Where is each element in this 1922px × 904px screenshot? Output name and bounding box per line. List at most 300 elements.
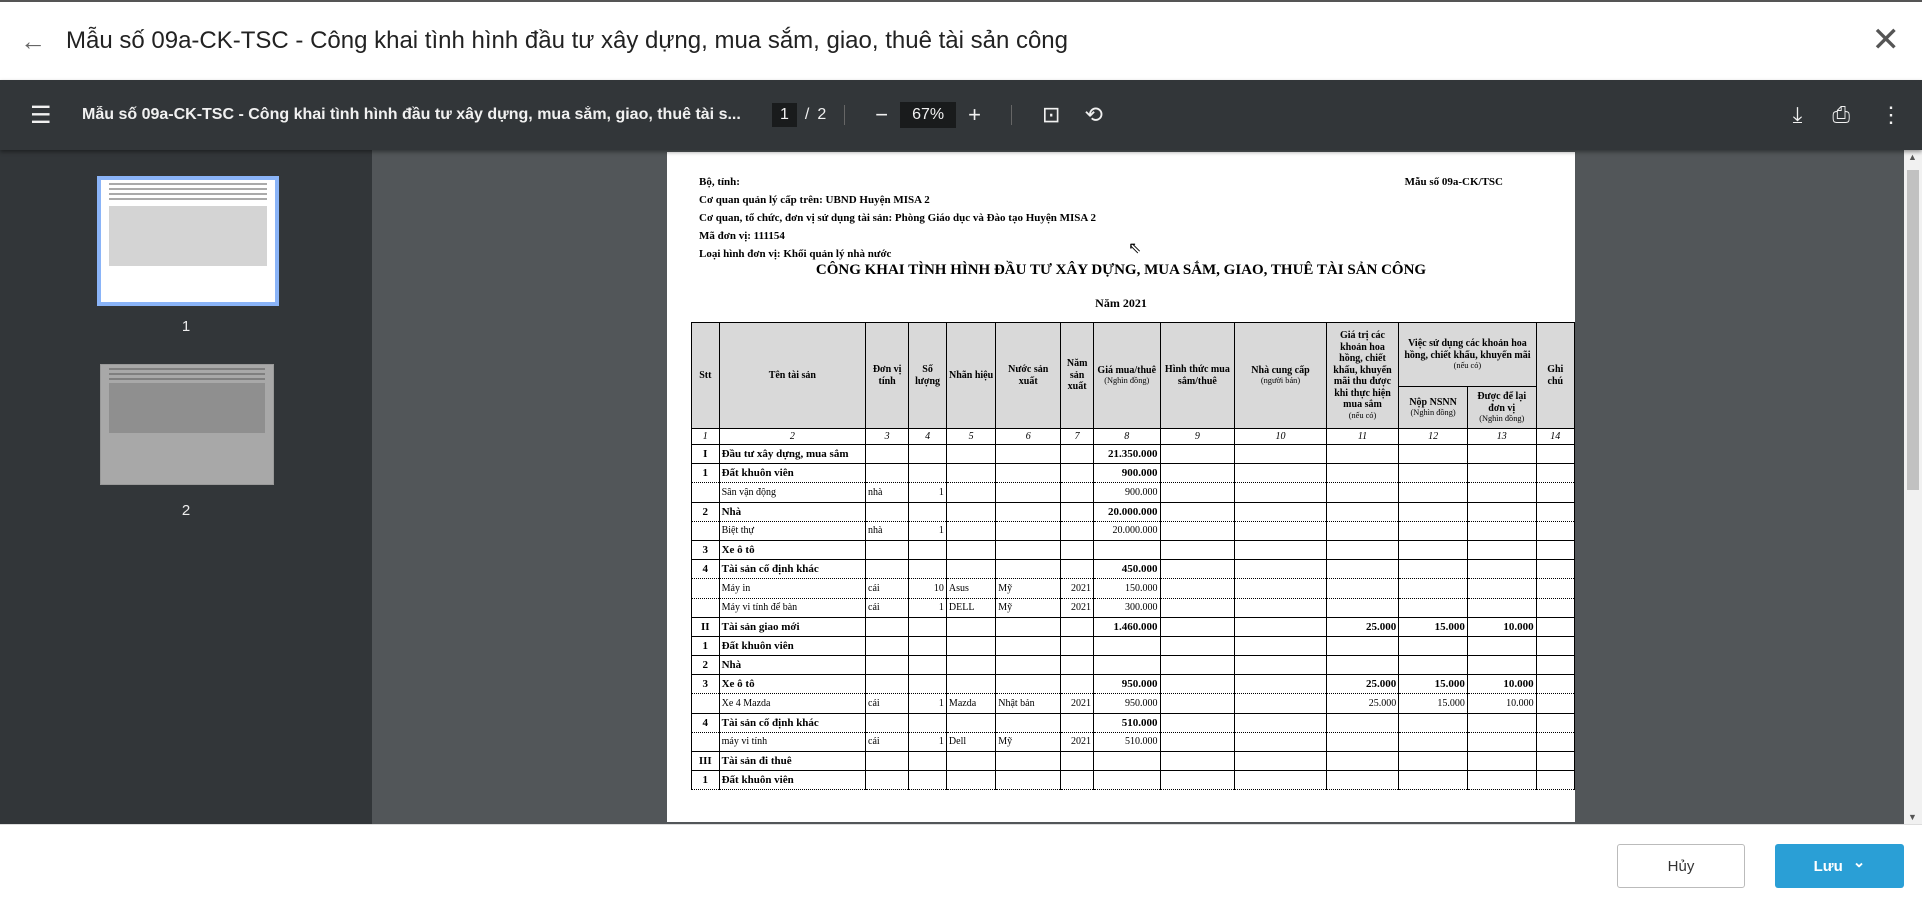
table-cell (1235, 617, 1326, 636)
divider (844, 105, 845, 125)
table-cell: 1 (692, 636, 720, 655)
table-cell: 900.000 (1093, 464, 1160, 483)
table-cell (1399, 579, 1468, 598)
table-cell: máy vi tính (719, 732, 865, 751)
page-separator: / (804, 106, 810, 123)
hamburger-menu-icon[interactable]: ☰ (30, 101, 52, 129)
table-cell (1399, 445, 1468, 464)
table-cell (1467, 464, 1536, 483)
table-cell (1536, 521, 1574, 540)
table-cell (996, 656, 1061, 675)
table-cell: Nhật bản (996, 694, 1061, 713)
column-number: 4 (909, 429, 947, 445)
table-cell: 15.000 (1399, 694, 1468, 713)
col-nsnn-label: Nộp NSNN (1409, 396, 1457, 408)
table-cell: 950.000 (1093, 675, 1160, 694)
table-cell (1061, 464, 1094, 483)
table-cell: 25.000 (1326, 617, 1399, 636)
table-cell: 10.000 (1467, 617, 1536, 636)
column-number: 1 (692, 429, 720, 445)
table-cell (1326, 540, 1399, 559)
table-cell (1467, 713, 1536, 732)
table-cell: cái (866, 694, 909, 713)
col-kept-label: Được để lại đơn vị (1477, 391, 1527, 414)
table-cell: 3 (692, 675, 720, 694)
table-cell: Dell (946, 732, 995, 751)
table-cell (1235, 483, 1326, 502)
table-cell: Đầu tư xây dựng, mua sắm (719, 445, 865, 464)
zoom-out-button[interactable]: − (875, 102, 889, 127)
dialog-title: Mẫu số 09a-CK-TSC - Công khai tình hình đầu tư xây dựng, mua sắm, giao, thuê tài sản công (66, 27, 1068, 54)
table-cell (1399, 732, 1468, 751)
table-cell (1399, 464, 1468, 483)
divider (1011, 105, 1012, 125)
table-cell: Đất khuôn viên (719, 771, 865, 790)
table-cell (946, 560, 995, 579)
table-cell (996, 464, 1061, 483)
table-cell: Nhà (719, 656, 865, 675)
col-nsnn-sub: (Nghìn đồng) (1410, 408, 1456, 418)
pdf-toolbar (0, 80, 1922, 150)
more-options-icon[interactable]: ⋮ (1880, 102, 1902, 127)
table-cell (996, 713, 1061, 732)
table-cell: 1 (909, 598, 947, 617)
table-cell (909, 675, 947, 694)
table-cell: III (692, 752, 720, 771)
meta-unit-code: Mã đơn vị: 111154 (699, 230, 785, 242)
column-number: 14 (1536, 429, 1574, 445)
table-cell (1467, 483, 1536, 502)
table-cell: 1.460.000 (1093, 617, 1160, 636)
col-kept (1467, 387, 1536, 429)
table-cell: 450.000 (1093, 560, 1160, 579)
table-cell (866, 675, 909, 694)
table-cell: 21.350.000 (1093, 445, 1160, 464)
col-usage-label: Việc sử dụng các khoản hoa hồng, chiết khấu, khuyến mãi (1404, 338, 1531, 361)
page-thumbnail-1[interactable] (97, 176, 279, 306)
table-cell: Đất khuôn viên (719, 636, 865, 655)
table-cell (692, 694, 720, 713)
table-cell (1160, 694, 1235, 713)
table-cell (1235, 656, 1326, 675)
meta-ministry: Bộ, tỉnh: (699, 176, 740, 188)
table-cell: I (692, 445, 720, 464)
table-cell (1326, 445, 1399, 464)
table-cell (1160, 598, 1235, 617)
table-row (692, 598, 1575, 617)
table-cell (1326, 771, 1399, 790)
table-cell: cái (866, 598, 909, 617)
col-form: Hình thức mua sắm/thuê (1160, 323, 1235, 429)
rotate-icon[interactable]: ⟲ (1084, 102, 1103, 127)
table-cell: Xe 4 Mazda (719, 694, 865, 713)
table-cell (1061, 675, 1094, 694)
table-cell (946, 617, 995, 636)
table-cell (1326, 464, 1399, 483)
table-cell (1160, 713, 1235, 732)
zoom-level-input[interactable]: 67% (900, 102, 956, 128)
table-cell (1467, 656, 1536, 675)
pdf-document-title: Mẫu số 09a-CK-TSC - Công khai tình hình đầu tư xây dựng, mua sắm, giao, thuê tài s... (82, 106, 741, 123)
col-stt: Stt (692, 323, 720, 429)
table-cell: 1 (909, 694, 947, 713)
table-row (692, 771, 1575, 790)
table-cell (1467, 732, 1536, 751)
col-usage-sub: (nếu có) (1453, 361, 1482, 371)
table-cell: 150.000 (1093, 579, 1160, 598)
column-number: 13 (1467, 429, 1536, 445)
table-cell: Xe ô tô (719, 540, 865, 559)
table-row (692, 675, 1575, 694)
table-cell (1160, 636, 1235, 655)
table-cell (996, 521, 1061, 540)
table-row (692, 713, 1575, 732)
table-cell (1061, 540, 1094, 559)
table-cell (909, 771, 947, 790)
table-cell: II (692, 617, 720, 636)
table-cell (1235, 636, 1326, 655)
scrollbar-thumb[interactable] (1907, 170, 1919, 490)
form-number: Mẫu số 09a-CK/TSC (1404, 176, 1503, 188)
cancel-button[interactable]: Hủy (1617, 844, 1745, 888)
table-cell (1326, 579, 1399, 598)
table-cell (866, 752, 909, 771)
meta-agency: Cơ quan, tổ chức, đơn vị sử dụng tài sản: Phòng Giáo dục và Đào tạo Huyện MISA 2 (699, 212, 1097, 224)
scroll-down-icon[interactable]: ▼ (1908, 812, 1917, 822)
table-cell (692, 483, 720, 502)
col-country: Nước sản xuất (996, 323, 1061, 429)
meta-unit-type: Loại hình đơn vị: Khối quản lý nhà nước (699, 248, 892, 260)
document-title: CÔNG KHAI TÌNH HÌNH ĐẦU TƯ XÂY DỰNG, MUA SẮM, GIAO, THUÊ TÀI SẢN CÔNG (815, 262, 1427, 278)
table-cell (1061, 771, 1094, 790)
table-cell (1235, 713, 1326, 732)
table-cell: 900.000 (1093, 483, 1160, 502)
table-cell (946, 464, 995, 483)
table-cell (1160, 521, 1235, 540)
table-cell (1093, 540, 1160, 559)
table-cell (1160, 617, 1235, 636)
table-cell (1536, 540, 1574, 559)
table-cell (1467, 445, 1536, 464)
table-cell (1160, 732, 1235, 751)
table-cell (1399, 771, 1468, 790)
column-number: 5 (946, 429, 995, 445)
col-year: Năm sản xuất (1061, 323, 1094, 429)
table-cell (1399, 502, 1468, 521)
table-cell: 2021 (1061, 579, 1094, 598)
table-cell (1467, 579, 1536, 598)
table-cell (1467, 502, 1536, 521)
page-thumbnail-2[interactable] (100, 364, 274, 485)
table-cell (1235, 694, 1326, 713)
table-row (692, 464, 1575, 483)
table-cell: Asus (946, 579, 995, 598)
table-cell: 1 (692, 771, 720, 790)
table-cell: DELL (946, 598, 995, 617)
table-cell: cái (866, 732, 909, 751)
table-cell: Máy in (719, 579, 865, 598)
mouse-cursor-icon: ⇖ (1128, 240, 1142, 257)
table-cell (692, 521, 720, 540)
col-discount-label: Giá trị các khoản hoa hồng, chiết khấu, khuyến mãi thu được khi thực hiện mua sắm (1333, 330, 1392, 411)
page-number-input[interactable]: 1 (772, 103, 797, 127)
table-cell (866, 713, 909, 732)
column-number: 9 (1160, 429, 1235, 445)
back-arrow-icon[interactable]: ← (20, 25, 46, 56)
col-supplier (1235, 323, 1326, 429)
table-row (692, 540, 1575, 559)
table-cell (946, 752, 995, 771)
table-cell: 1 (909, 483, 947, 502)
thumbnail-label: 2 (181, 502, 191, 519)
table-cell (1536, 598, 1574, 617)
table-cell (866, 560, 909, 579)
table-cell: Xe ô tô (719, 675, 865, 694)
table-cell (1467, 752, 1536, 771)
table-cell (1160, 464, 1235, 483)
table-row (692, 617, 1575, 636)
table-cell (1536, 732, 1574, 751)
page-total: 2 (817, 106, 827, 123)
chevron-down-icon[interactable]: ⌄ (1852, 854, 1866, 871)
table-cell (1093, 636, 1160, 655)
table-cell (1160, 445, 1235, 464)
col-supplier-label: Nhà cung cấp (1251, 364, 1310, 376)
table-row (692, 694, 1575, 713)
table-cell (1061, 483, 1094, 502)
dialog-footer (0, 824, 1922, 904)
table-cell: Đất khuôn viên (719, 464, 865, 483)
table-cell (996, 771, 1061, 790)
table-row (692, 656, 1575, 675)
table-cell (1160, 752, 1235, 771)
table-cell (1536, 445, 1574, 464)
table-cell (1160, 579, 1235, 598)
table-cell (1160, 675, 1235, 694)
table-cell (909, 445, 947, 464)
col-supplier-sub: (người bán) (1260, 376, 1301, 386)
table-cell: 20.000.000 (1093, 521, 1160, 540)
column-number: 3 (866, 429, 909, 445)
table-cell (909, 656, 947, 675)
table-cell (1061, 752, 1094, 771)
table-cell: Tài sản đi thuê (719, 752, 865, 771)
table-cell (909, 502, 947, 521)
table-row (692, 636, 1575, 655)
table-row (692, 521, 1575, 540)
table-cell (1326, 598, 1399, 617)
table-cell: cái (866, 579, 909, 598)
table-cell (866, 540, 909, 559)
table-cell (909, 464, 947, 483)
table-cell: Mỹ (996, 598, 1061, 617)
column-number: 10 (1235, 429, 1326, 445)
dialog-header (0, 0, 1922, 80)
col-note: Ghi chú (1536, 323, 1574, 429)
table-cell (1326, 560, 1399, 579)
table-cell (1467, 636, 1536, 655)
table-cell (1061, 617, 1094, 636)
table-cell (909, 540, 947, 559)
table-cell (1536, 713, 1574, 732)
table-cell (1399, 752, 1468, 771)
table-cell (946, 445, 995, 464)
table-cell (692, 732, 720, 751)
table-cell (866, 464, 909, 483)
col-price-label: Giá mua/thuê (1097, 364, 1157, 376)
table-cell (1235, 464, 1326, 483)
table-cell (866, 502, 909, 521)
table-cell (1399, 540, 1468, 559)
table-cell (996, 675, 1061, 694)
table-cell: 20.000.000 (1093, 502, 1160, 521)
column-number: 2 (719, 429, 865, 445)
table-cell (1326, 713, 1399, 732)
col-unit: Đơn vị tính (866, 323, 909, 429)
table-cell (1467, 598, 1536, 617)
table-cell (1061, 445, 1094, 464)
table-cell (1536, 579, 1574, 598)
table-cell (996, 636, 1061, 655)
asset-table (691, 322, 1575, 790)
table-cell (1235, 732, 1326, 751)
scroll-up-icon[interactable]: ▲ (1908, 152, 1917, 162)
table-cell (1536, 464, 1574, 483)
table-cell: Tài sản cố định khác (719, 713, 865, 732)
table-cell (866, 771, 909, 790)
table-cell (996, 540, 1061, 559)
vertical-scrollbar[interactable] (1904, 150, 1922, 824)
column-number: 8 (1093, 429, 1160, 445)
table-cell (996, 560, 1061, 579)
table-cell (1399, 483, 1468, 502)
table-cell (1235, 521, 1326, 540)
table-cell (1160, 502, 1235, 521)
table-cell (1093, 752, 1160, 771)
table-row (692, 483, 1575, 502)
print-icon[interactable]: ⎙ (1832, 102, 1850, 127)
table-cell (1467, 521, 1536, 540)
table-cell (1326, 636, 1399, 655)
pdf-page (667, 152, 1575, 822)
table-cell (1536, 752, 1574, 771)
zoom-in-button[interactable]: + (968, 102, 982, 127)
save-button[interactable] (1775, 844, 1904, 888)
table-cell (946, 675, 995, 694)
table-cell (1399, 598, 1468, 617)
table-cell (1235, 540, 1326, 559)
col-discount (1326, 323, 1399, 429)
table-cell (866, 636, 909, 655)
table-cell (1326, 656, 1399, 675)
table-cell (1536, 771, 1574, 790)
table-cell (1536, 502, 1574, 521)
table-cell (909, 560, 947, 579)
table-cell (1235, 445, 1326, 464)
table-cell (1536, 694, 1574, 713)
table-cell (1093, 656, 1160, 675)
col-discount-sub: (nếu có) (1348, 410, 1377, 420)
table-cell (946, 502, 995, 521)
table-cell (1326, 521, 1399, 540)
table-cell (1399, 560, 1468, 579)
download-icon[interactable]: ⤓ (1792, 102, 1803, 127)
table-cell (996, 502, 1061, 521)
table-cell (946, 713, 995, 732)
table-cell: 15.000 (1399, 675, 1468, 694)
table-cell (946, 656, 995, 675)
table-cell (1399, 713, 1468, 732)
col-qty: Số lượng (909, 323, 947, 429)
table-cell (866, 617, 909, 636)
document-year: Năm 2021 (1095, 296, 1147, 310)
table-cell: Biệt thự (719, 521, 865, 540)
table-cell (1536, 560, 1574, 579)
col-kept-sub: (Nghìn đồng) (1479, 414, 1525, 424)
table-cell (996, 617, 1061, 636)
column-number: 7 (1061, 429, 1094, 445)
col-nsnn (1399, 387, 1468, 429)
table-cell: 4 (692, 713, 720, 732)
table-cell (1399, 656, 1468, 675)
table-cell: 2021 (1061, 694, 1094, 713)
table-cell: 15.000 (1399, 617, 1468, 636)
table-cell: 10.000 (1467, 675, 1536, 694)
column-number: 12 (1399, 429, 1468, 445)
table-cell (1061, 656, 1094, 675)
table-cell (1326, 483, 1399, 502)
table-cell (946, 483, 995, 502)
table-cell (1235, 771, 1326, 790)
table-cell: 510.000 (1093, 713, 1160, 732)
table-cell (1061, 713, 1094, 732)
table-cell: 1 (909, 732, 947, 751)
table-cell (1467, 771, 1536, 790)
table-cell (996, 445, 1061, 464)
table-cell (1467, 560, 1536, 579)
table-cell (1093, 771, 1160, 790)
table-cell: Mỹ (996, 732, 1061, 751)
column-number: 11 (1326, 429, 1399, 445)
close-icon[interactable]: ✕ (1871, 21, 1900, 59)
table-row (692, 752, 1575, 771)
col-price-unit: (Nghìn đồng) (1104, 376, 1150, 386)
table-cell (866, 656, 909, 675)
table-cell (996, 483, 1061, 502)
table-cell: 1 (909, 521, 947, 540)
fit-page-icon[interactable]: ⊡ (1042, 102, 1061, 127)
table-cell: 10.000 (1467, 694, 1536, 713)
table-cell: Tài sản giao mới (719, 617, 865, 636)
table-cell (1235, 579, 1326, 598)
table-cell (1160, 560, 1235, 579)
table-cell: 10 (909, 579, 947, 598)
table-cell (1467, 540, 1536, 559)
table-cell: 2021 (1061, 598, 1094, 617)
table-row (692, 732, 1575, 751)
table-cell (1235, 752, 1326, 771)
table-cell: 950.000 (1093, 694, 1160, 713)
table-cell (1061, 560, 1094, 579)
table-cell (1160, 656, 1235, 675)
table-row (692, 445, 1575, 464)
table-cell (1326, 752, 1399, 771)
table-cell (1326, 502, 1399, 521)
table-cell (1399, 521, 1468, 540)
table-cell (1061, 521, 1094, 540)
table-cell (1536, 675, 1574, 694)
table-cell: 2 (692, 502, 720, 521)
